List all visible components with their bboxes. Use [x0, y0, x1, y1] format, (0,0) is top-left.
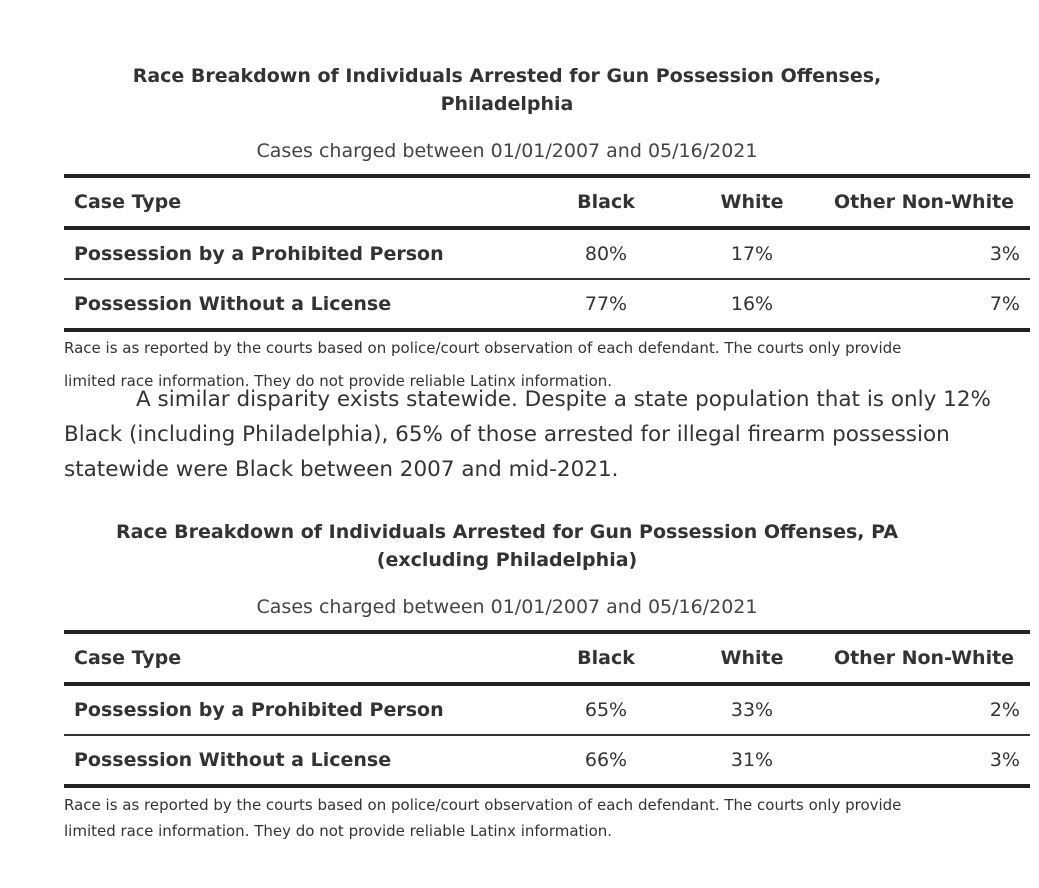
black-cell: 65%	[584, 699, 628, 721]
table1-title: Race Breakdown of Individuals Arrested for Gun Possession Offenses, Philadelphia	[132, 65, 882, 115]
table-row	[64, 684, 1030, 735]
table1-section	[64, 62, 1020, 398]
white-cell: 17%	[730, 243, 774, 265]
case-type-cell: Possession by a Prohibited Person	[74, 243, 444, 265]
table-row	[64, 735, 1030, 786]
other-cell: 7%	[989, 293, 1020, 315]
table1-subtitle: Cases charged between 01/01/2007 and 05/16/2021	[256, 140, 758, 162]
body-paragraph: A similar disparity exists statewide. Despite a state population that is only 12% Black (including Philadelphia), 65% of those arrested for illegal firearm possession statewide were Black between 2007 and mid-2021.	[64, 387, 991, 482]
table-row	[64, 228, 1030, 279]
table1-footnote: Race is as reported by the courts based on police/court observation of each defendant. The courts only provide limited race information. They do not provide reliable Latinx information.	[64, 339, 902, 390]
other-cell: 2%	[989, 699, 1020, 721]
table2-section	[64, 518, 1020, 844]
header-black: Black	[577, 191, 635, 213]
white-cell: 33%	[730, 699, 774, 721]
black-cell: 66%	[584, 749, 628, 771]
table1	[64, 174, 1030, 332]
table1-header-row	[64, 176, 1030, 228]
header-case-type: Case Type	[74, 647, 182, 669]
white-cell: 31%	[730, 749, 774, 771]
case-type-cell: Possession by a Prohibited Person	[74, 699, 444, 721]
table2-title: Race Breakdown of Individuals Arrested for Gun Possession Offenses, PA (excluding Philadelphia)	[115, 521, 899, 571]
table2-subtitle: Cases charged between 01/01/2007 and 05/16/2021	[256, 596, 758, 618]
table2	[64, 630, 1030, 788]
header-black: Black	[577, 647, 635, 669]
case-type-cell: Possession Without a License	[74, 749, 392, 771]
black-cell: 77%	[584, 293, 628, 315]
black-cell: 80%	[584, 243, 628, 265]
other-cell: 3%	[989, 749, 1020, 771]
header-case-type: Case Type	[74, 191, 182, 213]
table-row	[64, 279, 1030, 330]
case-type-cell: Possession Without a License	[74, 293, 392, 315]
header-white: White	[720, 647, 784, 669]
table2-footnote: Race is as reported by the courts based on police/court observation of each defendant. The courts only provide limited race information. They do not provide reliable Latinx information.	[64, 796, 902, 840]
header-white: White	[720, 191, 784, 213]
table2-header-row	[64, 632, 1030, 684]
white-cell: 16%	[730, 293, 774, 315]
header-other-non-white: Other Non-White	[833, 647, 1015, 669]
other-cell: 3%	[989, 243, 1020, 265]
header-other-non-white: Other Non-White	[833, 191, 1015, 213]
